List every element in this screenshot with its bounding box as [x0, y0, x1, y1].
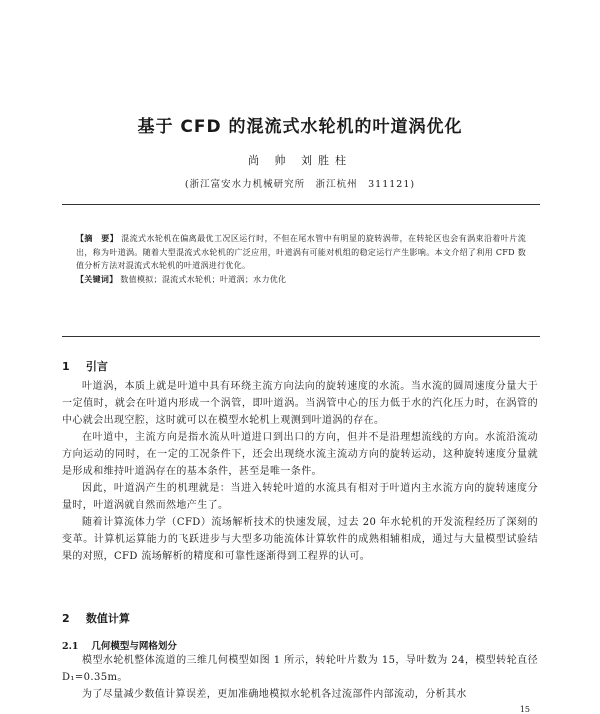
subsection-2-1-title: 几何模型与网格划分 — [91, 641, 177, 652]
authors: 尚 帅 刘胜柱 — [248, 154, 352, 167]
section-2-number: 2 — [62, 612, 70, 625]
affiliation: (浙江富安水力机械研究所 浙江杭州 311121) — [184, 179, 416, 190]
abstract-text: 混流式水轮机在偏离最优工况区运行时，不但在尾水管中有明显的旋转涡带，在转轮区也会有涡束沿着叶片流出，称为叶道涡。随着大型混流式水轮机的广泛应用，叶道涡有可能对机组的稳定运行产生影响。本文介绍了利用 CFD 数值分析方法对混流式水轮机的叶道涡进行优化。 — [76, 234, 526, 270]
subsection-2-1-number: 2.1 — [62, 641, 79, 652]
paragraph: 为了尽量减少数值计算误差，更加准确地模拟水轮机各过流部件内部流动，分析其水 — [82, 689, 467, 700]
paragraph: 叶道涡，本质上就是叶道中具有环绕主流方向法向的旋转速度的水流。当水流的圆周速度分量大于一定值时，就会在叶道内形成一个涡管，即叶道涡。当涡管中心的压力低于水的汽化压力时，在涡管的中心就会出现空腔，这时就可以在模型水轮机上观测到叶道涡的存在。 — [62, 381, 538, 426]
section-2-body — [62, 652, 538, 703]
abstract-top-rule — [62, 204, 540, 205]
abstract-bottom-rule — [62, 336, 540, 337]
abstract-block — [76, 232, 526, 286]
abstract-paragraph — [76, 232, 526, 273]
section-1-body — [62, 378, 538, 565]
paragraph: 随着计算流体力学（CFD）流场解析技术的快速发展，过去 20 年水轮机的开发流程经历了深刻的变革。计算机运算能力的飞跃进步与大型多功能流体计算软件的成熟相辅相成，通过与大量模型试验结果的对照，CFD 流场解析的精度和可靠性逐渐得到工程界的认可。 — [62, 517, 538, 562]
paper-title: 基于 CFD 的混流式水轮机的叶道涡优化 — [137, 117, 463, 137]
subsection-2-1-heading — [62, 638, 177, 652]
page-corner-mark: 15 — [519, 705, 530, 714]
keywords-label: 【关键词】 — [76, 273, 118, 284]
keywords-line — [76, 273, 526, 287]
keywords-text: 数值模拟；混流式水轮机；叶道涡；水力优化 — [120, 274, 287, 284]
section-1-title: 引言 — [85, 360, 108, 373]
section-2-title: 数值计算 — [85, 612, 130, 625]
section-1-heading — [62, 358, 108, 374]
paragraph: 在叶道中，主流方向是指水流从叶道进口到出口的方向，但并不是沿理想流线的方向。水流沿流动方向运动的同时，在一定的工况条件下，还会出现绕水流主流动方向的旋转运动，这种旋转速度分量就是形成和维持叶道涡存在的基本条件，甚至是唯一条件。 — [62, 432, 538, 477]
paragraph: 因此，叶道涡产生的机理就是：当进入转轮叶道的水流具有相对于叶道内主水流方向的旋转速度分量时，叶道涡就自然而然地产生了。 — [62, 483, 538, 511]
section-2-heading — [62, 610, 130, 626]
abstract-label: 【摘 要】 — [76, 233, 119, 243]
section-1-number: 1 — [62, 360, 70, 373]
paragraph: 模型水轮机整体流道的三维几何模型如图 1 所示，转轮叶片数为 15，导叶数为 24，模型转轮直径 D₁=0.35m。 — [62, 655, 538, 683]
